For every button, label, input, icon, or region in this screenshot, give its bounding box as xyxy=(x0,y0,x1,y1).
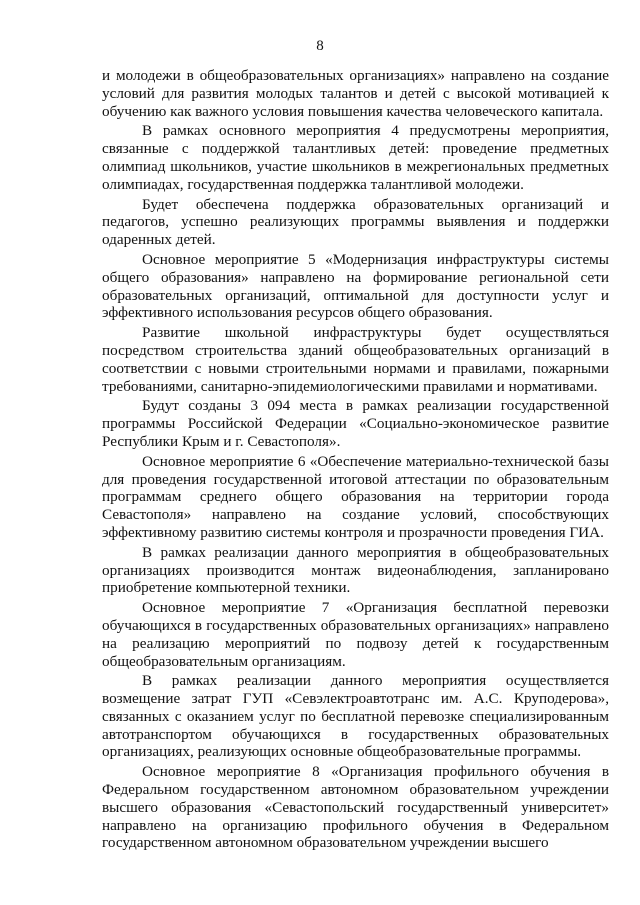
paragraph-5: Развитие школьной инфраструктуры будет осуществляться посредством строительства зданий общеобразовательных организаций в соответствии с новыми строительными нормами и правилами, пожарными требованиями, санитарно-эпидемиологическими правилами и нормативами. xyxy=(102,324,609,395)
paragraph-7: Основное мероприятие 6 «Обеспечение материально-технической базы для проведения государственной итоговой аттестации по образовательным программам среднего общего образования на территории города Севастополя» направлено на создание условий, способствующих эффективному развитию системы контроля и прозрачности проведения ГИА. xyxy=(102,452,609,541)
paragraph-8: В рамках реализации данного мероприятия в общеобразовательных организациях производится монтаж видеонаблюдения, запланировано приобретение компьютерной техники. xyxy=(102,543,609,597)
document-body xyxy=(102,67,609,852)
paragraph-10: В рамках реализации данного мероприятия осуществляется возмещение затрат ГУП «Севэлектроавтотранс им. А.С. Круподерова», связанных с оказанием услуг по бесплатной перевозке специализированным автотранспортом обучающихся в государственных образовательных организациях, реализующих основные общеобразовательные программы. xyxy=(102,672,609,761)
paragraph-3: Будет обеспечена поддержка образовательных организаций и педагогов, успешно реализующих программы выявления и поддержки одаренных детей. xyxy=(102,195,609,249)
paragraph-1: и молодежи в общеобразовательных организациях» направлено на создание условий для развития молодых талантов и детей с высокой мотивацией к обучению как важного условия повышения качества человеческого капитала. xyxy=(102,67,609,120)
paragraph-4: Основное мероприятие 5 «Модернизация инфраструктуры системы общего образования» направлено на формирование региональной сети образовательных организаций, оптимальной для доступности услуг и эффективного использования ресурсов общего образования. xyxy=(102,250,609,322)
paragraph-9: Основное мероприятие 7 «Организация бесплатной перевозки обучающихся в государственных образовательных организациях» направлено на реализацию мероприятий по подвозу детей к государственным общеобразовательным организациям. xyxy=(102,599,609,670)
paragraph-2: В рамках основного мероприятия 4 предусмотрены мероприятия, связанные с поддержкой талантливых детей: проведение предметных олимпиад школьников, участие школьников в межрегиональных предметных олимпиадах, государственная поддержка талантливой молодежи. xyxy=(102,122,609,193)
paragraph-6: Будут созданы 3 094 места в рамках реализации государственной программы Российской Федерации «Социально-экономическое развитие Республики Крым и г. Севастополя». xyxy=(102,397,609,450)
paragraph-11: Основное мероприятие 8 «Организация профильного обучения в Федеральном государственном автономном образовательном учреждении высшего образования «Севастопольский государственный университет» направлено на организацию профильного обучения в Федеральном государственном автономном образовательном учреждении высшего xyxy=(102,763,609,852)
page-number: 8 xyxy=(316,38,324,54)
